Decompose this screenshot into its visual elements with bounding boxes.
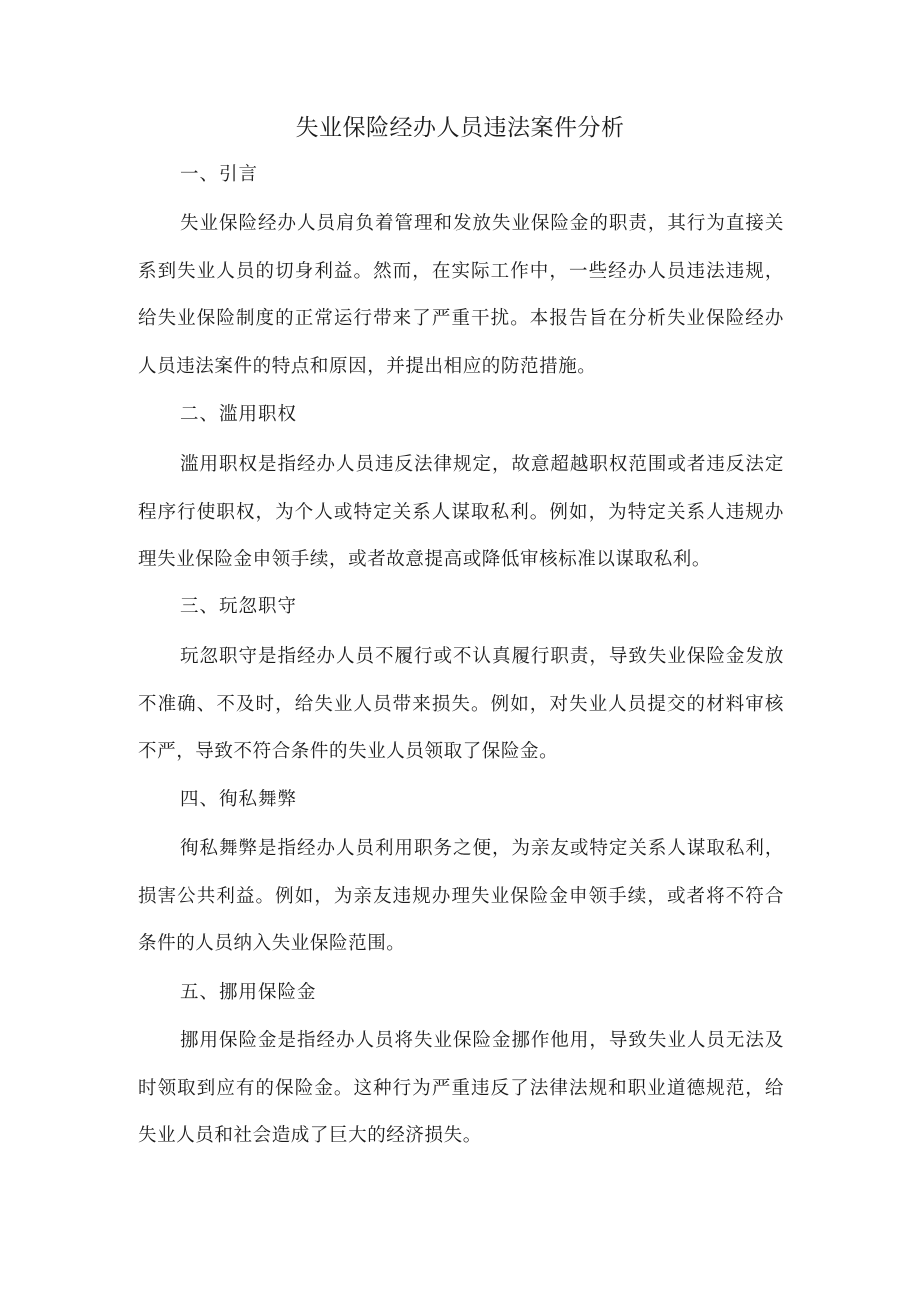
section-body-abuse-of-power: 滥用职权是指经办人员违反法律规定，故意超越职权范围或者违反法定程序行使职权，为个人或特定关系人谋取私利。例如，为特定关系人违规办理失业保险金申领手续，或者故意提高或降低审核标准以谋取私利。 (138, 454, 784, 570)
section-heading-favoritism: 四、徇私舞弊 (180, 789, 298, 810)
section-body-introduction: 失业保险经办人员肩负着管理和发放失业保险金的职责，其行为直接关系到失业人员的切身利益。然而，在实际工作中，一些经办人员违法违规，给失业保险制度的正常运行带来了严重干扰。本报告旨在分析失业保险经办人员违法案件的特点和原因，并提出相应的防范措施。 (138, 213, 784, 377)
section-heading-introduction: 一、引言 (180, 164, 259, 185)
section-body-misappropriation: 挪用保险金是指经办人员将失业保险金挪作他用，导致失业人员无法及时领取到应有的保险金。这种行为严重违反了法律法规和职业道德规范，给失业人员和社会造成了巨大的经济损失。 (138, 1030, 784, 1146)
document-title: 失业保险经办人员违法案件分析 (295, 115, 625, 141)
section-body-favoritism: 徇私舞弊是指经办人员利用职务之便，为亲友或特定关系人谋取私利，损害公共利益。例如，为亲友违规办理失业保险金申领手续，或者将不符合条件的人员纳入失业保险范围。 (138, 838, 784, 954)
section-heading-abuse-of-power: 二、滥用职权 (180, 404, 298, 425)
section-heading-dereliction-of-duty: 三、玩忽职守 (180, 596, 298, 617)
section-body-dereliction-of-duty: 玩忽职守是指经办人员不履行或不认真履行职责，导致失业保险金发放不准确、不及时，给失业人员带来损失。例如，对失业人员提交的材料审核不严，导致不符合条件的失业人员领取了保险金。 (138, 646, 784, 762)
section-heading-misappropriation: 五、挪用保险金 (180, 982, 317, 1003)
